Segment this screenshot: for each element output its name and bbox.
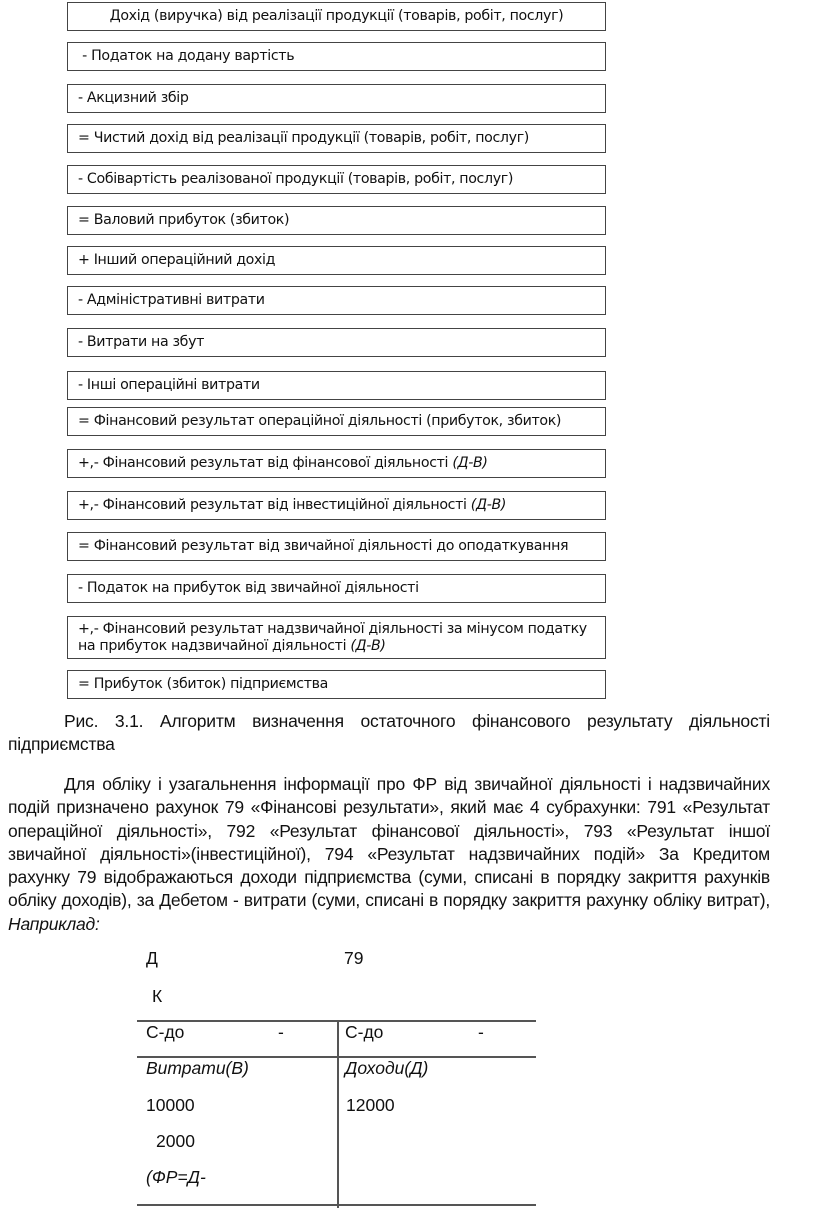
flow-box-text — [78, 455, 488, 472]
flow-box-gross-profit — [67, 206, 606, 235]
flow-box-text: - Адміністративні витрати — [78, 292, 265, 308]
flow-box-text: - Собівартість реалізованої продукції (товарів, робіт, послуг) — [78, 171, 514, 187]
flow-box-selling-expenses — [67, 328, 606, 357]
right-opening-label: С-до — [345, 1022, 384, 1042]
flow-box-revenue — [67, 2, 606, 31]
flow-box-financial-activity-result — [67, 449, 606, 478]
flow-box-other-operating-income — [67, 246, 606, 275]
flow-box-text: = Валовий прибуток (збиток) — [78, 212, 290, 228]
flow-box-operating-result — [67, 407, 606, 436]
flow-box-text: - Витрати на збут — [78, 334, 205, 350]
figure-caption-text: Рис. 3.1. Алгоритм визначення остаточного фінансового результату діяльності підприємства — [8, 711, 770, 755]
flow-box-text: = Фінансовий результат від звичайної діяльності до оподаткування — [78, 538, 569, 554]
flow-box-text-main: +,- Фінансовий результат надзвичайної діяльності за мінусом податку на прибуток надзвичайної діяльності — [78, 620, 587, 654]
flow-box-other-operating-expenses — [67, 371, 606, 400]
flow-box-text: = Фінансовий результат операційної діяльності (прибуток, збиток) — [78, 413, 562, 429]
flow-box-text: - Податок на прибуток від звичайної діяльності — [78, 580, 419, 596]
right-header-income: Доходи(Д) — [345, 1058, 429, 1078]
left-header-expenses: Витрати(В) — [146, 1058, 249, 1078]
left-value: 2000 — [156, 1131, 195, 1151]
t-account-credit-label: К — [152, 986, 163, 1006]
t-account-divider — [337, 1020, 339, 1208]
t-account-debit-label: Д — [146, 948, 158, 968]
flow-box-text-formula: (Д-В) — [452, 455, 488, 471]
example-label: Наприклад: — [8, 913, 100, 934]
flow-box-text-main: +,- Фінансовий результат від інвестиційної діяльності — [78, 497, 471, 513]
left-note-formula: (ФР=Д- — [146, 1167, 206, 1187]
flow-box-text-formula: (Д-В) — [470, 497, 507, 513]
left-opening-label: С-до — [146, 1022, 185, 1042]
flow-box-vat — [67, 42, 606, 71]
flow-box-text — [78, 621, 597, 655]
flow-box-excise — [67, 84, 606, 113]
flow-box-text-formula: (Д-В) — [350, 637, 386, 654]
flow-box-text-main: +,- Фінансовий результат від фінансової діяльності — [78, 455, 453, 471]
figure-caption — [8, 710, 770, 757]
flow-box-admin-expenses — [67, 286, 606, 315]
flow-box-net-revenue — [67, 124, 606, 153]
flow-box-ordinary-result-before-tax — [67, 532, 606, 561]
flow-box-text: - Податок на додану вартість — [78, 48, 295, 64]
flow-box-extraordinary-result — [67, 616, 606, 659]
right-opening-value: - — [478, 1022, 484, 1042]
flow-box-text: = Прибуток (збиток) підприємства — [78, 676, 329, 692]
flow-box-investment-activity-result — [67, 491, 606, 520]
flow-box-text: Дохід (виручка) від реалізації продукції (товарів, робіт, послуг) — [109, 8, 564, 24]
t-account-number: 79 — [344, 948, 364, 968]
body-paragraph-text: Для обліку і узагальнення інформації про ФР від звичайної діяльності і надзвичайних подій призначено рахунок 79 «Фінансові результати», який має 4 субрахунки: 791 «Результат операційної діяльності», 792 «Результат фінансової діяльності», 793 «Результат іншої звичайної діяльності»(інвестиційної), 794 «Результат надзвичайних подій» За Кредитом рахунку 79 відображаються доходи підприємства (суми, списані в порядку закриття рахунків обліку доходів), за Дебетом - витрати (суми, списані в порядку закриття рахунку обліку витрат), — [8, 774, 770, 911]
flow-box-text: - Інші операційні витрати — [78, 377, 260, 393]
flow-box-text: = Чистий дохід від реалізації продукції (товарів, робіт, послуг) — [78, 130, 529, 146]
left-value: 10000 — [146, 1095, 195, 1115]
flow-box-enterprise-profit — [67, 670, 606, 699]
flow-box-income-tax — [67, 574, 606, 603]
flow-box-cost-of-sales — [67, 165, 606, 194]
left-opening-value: - — [278, 1022, 284, 1042]
flow-box-text — [78, 497, 506, 514]
body-paragraph — [8, 773, 770, 936]
right-value: 12000 — [346, 1095, 395, 1115]
flow-box-text: + Інший операційний дохід — [78, 252, 276, 268]
flow-box-text: - Акцизний збір — [78, 90, 189, 106]
